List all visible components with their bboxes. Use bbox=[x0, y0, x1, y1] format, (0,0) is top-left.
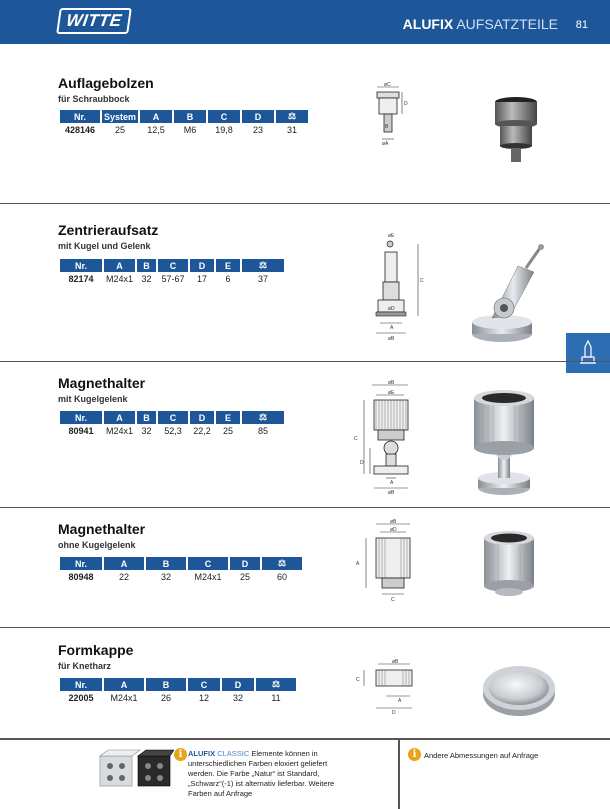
col-header: A bbox=[104, 411, 135, 424]
product-subtitle: für Knetharz bbox=[58, 661, 112, 671]
cell: 57-67 bbox=[161, 273, 185, 284]
spec-table bbox=[58, 259, 286, 285]
footer-note-left bbox=[188, 749, 388, 759]
note-line: unterschiedlichen Farben eloxiert geliefert bbox=[188, 759, 328, 768]
product-section-1 bbox=[0, 44, 610, 204]
col-header: D bbox=[242, 110, 274, 123]
dim-label: øB bbox=[388, 380, 395, 386]
footer-note-right: Andere Abmessungen auf Anfrage bbox=[424, 751, 539, 760]
cell: 37 bbox=[258, 273, 269, 284]
product-section-5 bbox=[0, 628, 610, 738]
dim-label: C bbox=[420, 278, 424, 284]
spec-table bbox=[58, 678, 298, 704]
col-header: E bbox=[216, 411, 240, 424]
cell-nr: 428146 bbox=[64, 124, 96, 135]
col-header: B bbox=[146, 557, 186, 570]
dim-label: C bbox=[356, 677, 360, 683]
cell: 25 bbox=[115, 124, 126, 135]
col-header: C bbox=[158, 259, 188, 272]
witte-logo[interactable] bbox=[56, 8, 132, 34]
weight-icon: ⚖ bbox=[276, 110, 308, 123]
col-header: Nr. bbox=[60, 259, 102, 272]
table-row bbox=[60, 691, 296, 704]
table-header-row bbox=[60, 110, 308, 123]
dim-label: øB bbox=[390, 519, 397, 525]
cell: 12,5 bbox=[147, 124, 165, 135]
cell-nr: 80941 bbox=[68, 425, 94, 436]
cell: 25 bbox=[239, 571, 250, 582]
note-line: Farben auf Anfrage bbox=[188, 789, 253, 798]
spec-table bbox=[58, 557, 304, 583]
dim-label: øB bbox=[392, 659, 399, 665]
brand-name: ALUFIX bbox=[188, 749, 216, 758]
product-subtitle: mit Kugelgelenk bbox=[58, 394, 128, 404]
cell: 25 bbox=[223, 425, 234, 436]
alufix-cubes-image bbox=[98, 748, 174, 788]
info-icon: i bbox=[174, 748, 187, 761]
dim-label: C bbox=[391, 597, 395, 603]
logo-text: WITTE bbox=[65, 11, 124, 30]
col-header: D bbox=[222, 678, 254, 691]
product-title: Magnethalter bbox=[58, 375, 146, 391]
col-header: C bbox=[208, 110, 240, 123]
col-header: System bbox=[104, 111, 137, 122]
cell: M6 bbox=[183, 124, 197, 135]
dim-label: A bbox=[390, 325, 394, 331]
col-header: C bbox=[188, 678, 220, 691]
weight-icon: ⚖ bbox=[262, 557, 302, 570]
cell: 85 bbox=[258, 425, 269, 436]
weight-icon: ⚖ bbox=[242, 259, 284, 272]
cell: 32 bbox=[141, 425, 152, 436]
col-header: E bbox=[216, 259, 240, 272]
technical-drawing bbox=[354, 518, 418, 606]
col-header: C bbox=[188, 557, 228, 570]
brand-name-light: CLASSIC bbox=[217, 749, 250, 758]
info-icon: i bbox=[408, 748, 421, 761]
product-section-4 bbox=[0, 508, 610, 628]
col-header: B bbox=[137, 411, 156, 424]
page-title bbox=[403, 16, 558, 32]
spec-table bbox=[58, 411, 286, 437]
product-title: Auflagebolzen bbox=[58, 75, 154, 91]
cell: M24x1 bbox=[110, 692, 138, 703]
product-subtitle: für Schraubbock bbox=[58, 94, 130, 104]
cell: 60 bbox=[276, 571, 287, 582]
table-row bbox=[60, 424, 284, 437]
product-section-3 bbox=[0, 362, 610, 508]
technical-drawing bbox=[368, 230, 434, 344]
table-header-row bbox=[60, 678, 296, 691]
cell-nr: 80948 bbox=[68, 571, 94, 582]
cell: 12 bbox=[198, 692, 209, 703]
cell: M24x1 bbox=[106, 425, 134, 436]
cell: 23 bbox=[253, 124, 264, 135]
technical-drawing bbox=[350, 378, 416, 496]
dim-label: B bbox=[385, 124, 389, 130]
product-title: Formkappe bbox=[58, 642, 134, 658]
cell: M24x1 bbox=[106, 273, 134, 284]
cell: 22 bbox=[118, 571, 129, 582]
dim-label: D bbox=[392, 710, 396, 716]
cell: 31 bbox=[287, 124, 298, 135]
dim-label: øE bbox=[388, 233, 395, 239]
col-header: B bbox=[146, 678, 186, 691]
footer bbox=[0, 738, 610, 809]
weight-icon: ⚖ bbox=[256, 678, 296, 691]
product-title: Zentrieraufsatz bbox=[58, 222, 159, 238]
product-subtitle: mit Kugel und Gelenk bbox=[58, 241, 151, 251]
dim-label: øD bbox=[388, 306, 395, 312]
dim-label: øE bbox=[388, 390, 395, 396]
cell: 17 bbox=[197, 273, 208, 284]
product-photo bbox=[478, 654, 560, 720]
cell: 32 bbox=[141, 273, 152, 284]
col-header: A bbox=[104, 678, 144, 691]
table-row bbox=[60, 570, 302, 583]
dim-label: D bbox=[360, 460, 364, 466]
table-header-row bbox=[60, 411, 284, 424]
header-bar bbox=[0, 0, 610, 44]
cell: 32 bbox=[160, 571, 171, 582]
footer-note-body bbox=[188, 759, 393, 799]
dim-label: C bbox=[354, 436, 358, 442]
col-header: A bbox=[104, 557, 144, 570]
cell-nr: 82174 bbox=[68, 273, 94, 284]
cell: 26 bbox=[160, 692, 171, 703]
col-header: C bbox=[158, 411, 188, 424]
product-photo bbox=[476, 72, 556, 192]
product-title: Magnethalter bbox=[58, 521, 146, 537]
col-header: Nr. bbox=[60, 411, 102, 424]
dim-label: D bbox=[404, 101, 408, 107]
dim-label: A bbox=[398, 698, 402, 704]
cell: 6 bbox=[225, 273, 231, 284]
weight-icon: ⚖ bbox=[242, 411, 284, 424]
dim-label: øB bbox=[388, 336, 395, 342]
table-row bbox=[60, 272, 284, 285]
title-light: AUFSATZTEILE bbox=[456, 16, 558, 32]
cell: 11 bbox=[271, 692, 281, 703]
col-header: D bbox=[190, 411, 214, 424]
col-header: D bbox=[230, 557, 260, 570]
product-photo bbox=[462, 238, 558, 350]
page-number: 81 bbox=[575, 19, 588, 31]
note-line: „Schwarz“(-1) ist alternativ lieferbar. Weitere bbox=[188, 779, 335, 788]
product-subtitle: ohne Kugelgelenk bbox=[58, 540, 136, 550]
note-line: werden. Die Farbe „Natur“ ist Standard, bbox=[188, 769, 320, 778]
col-header: Nr. bbox=[60, 678, 102, 691]
table-row bbox=[60, 123, 308, 136]
dim-label: øB bbox=[388, 490, 395, 496]
dim-label: øC bbox=[384, 82, 391, 88]
technical-drawing bbox=[360, 82, 420, 148]
dim-label: øA bbox=[382, 141, 389, 147]
footer-divider bbox=[398, 740, 400, 809]
note-line: Elemente können in bbox=[251, 749, 318, 758]
col-header: Nr. bbox=[60, 110, 100, 123]
cell: M24x1 bbox=[194, 571, 222, 582]
col-header: A bbox=[140, 110, 172, 123]
spec-table bbox=[58, 110, 310, 136]
dim-label: øD bbox=[390, 527, 397, 533]
title-bold: ALUFIX bbox=[402, 16, 454, 32]
product-photo bbox=[476, 524, 542, 600]
cell: 22,2 bbox=[193, 425, 211, 436]
col-header: B bbox=[137, 259, 156, 272]
col-header: B bbox=[174, 110, 206, 123]
product-photo bbox=[468, 380, 540, 500]
col-header: D bbox=[190, 259, 214, 272]
cell-nr: 22005 bbox=[68, 692, 94, 703]
product-section-2 bbox=[0, 204, 610, 362]
dim-label: A bbox=[356, 561, 360, 567]
cell: 32 bbox=[232, 692, 243, 703]
col-header: Nr. bbox=[60, 557, 102, 570]
cell: 19,8 bbox=[215, 124, 233, 135]
table-header-row bbox=[60, 259, 284, 272]
col-header: A bbox=[104, 259, 135, 272]
table-header-row bbox=[60, 557, 302, 570]
cell: 52,3 bbox=[164, 425, 182, 436]
dim-label: A bbox=[390, 480, 394, 486]
technical-drawing bbox=[352, 656, 416, 720]
